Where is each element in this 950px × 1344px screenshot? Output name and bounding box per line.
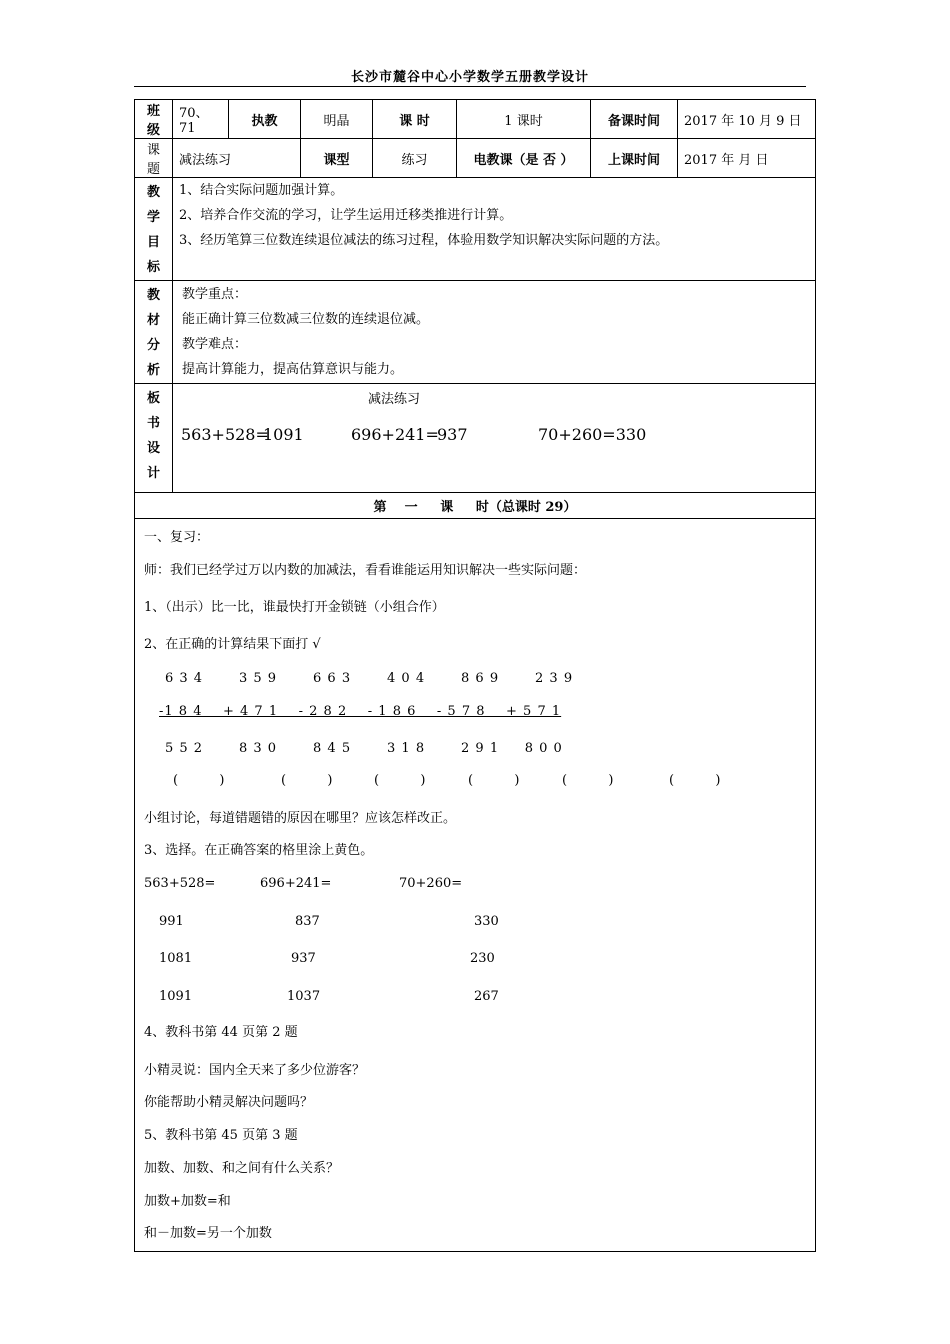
topic-label: 课题 <box>135 139 173 178</box>
board-ans-1: 1091 <box>263 425 304 444</box>
type-value: 练习 <box>373 139 457 178</box>
board-eq-3: 70+260=330 <box>538 425 647 444</box>
analysis-line: 能正确计算三位数减三位数的连续退位减。 <box>182 312 430 327</box>
choice-question-2: 696+241= <box>260 876 332 891</box>
prep-time-label: 备课时间 <box>591 100 678 139</box>
lesson-title: 第 一 课 时（总课时 29） <box>135 493 816 519</box>
choice-option[interactable]: 837 <box>295 914 320 929</box>
topic-value: 减法练习 <box>173 139 301 178</box>
goal-line: 1、结合实际问题加强计算。 <box>179 183 344 198</box>
goals-row <box>135 178 816 281</box>
analysis-line: 教学难点： <box>182 337 248 352</box>
vertical-calc-result-row: 5 5 2 8 3 0 8 4 5 3 1 8 2 9 1 8 0 0 <box>165 741 563 756</box>
body-line: 和－加数=另一个加数 <box>144 1226 272 1241</box>
board-title: 减法练习 <box>368 392 421 407</box>
body-line: 加数、加数、和之间有什么关系？ <box>144 1161 340 1176</box>
goal-line: 2、培养合作交流的学习，让学生运用迁移类推进行计算。 <box>179 208 513 223</box>
answer-blank[interactable]: ( ) <box>374 773 426 788</box>
goals-label: 教 学 目 标 <box>135 178 173 281</box>
analysis-content <box>173 281 816 384</box>
answer-blank[interactable]: ( ) <box>468 773 520 788</box>
body-line: 你能帮助小精灵解决问题吗？ <box>144 1095 314 1110</box>
body-line: 加数+加数=和 <box>144 1194 231 1209</box>
body-line: 5、教科书第 45 页第 3 题 <box>144 1128 298 1143</box>
board-label: 板 书 设 计 <box>135 384 173 493</box>
class-value: 70、71 <box>173 100 229 139</box>
answer-blank[interactable]: ( ) <box>562 773 614 788</box>
class-time-label: 上课时间 <box>591 139 678 178</box>
vertical-calc-operator-row: -1 8 4 + 4 7 1 - 2 8 2 - 1 8 6 - 5 7 8 + 5 7 1 <box>159 704 562 719</box>
info-row-1 <box>135 100 816 139</box>
choice-option[interactable]: 1081 <box>159 951 193 966</box>
choice-option[interactable]: 230 <box>470 951 495 966</box>
choice-option[interactable]: 1037 <box>287 989 321 1004</box>
answer-blank[interactable]: ( ) <box>669 773 721 788</box>
hours-label: 课 时 <box>373 100 457 139</box>
header-rule <box>134 86 806 87</box>
board-row <box>135 384 816 493</box>
board-ans-2: 937 <box>437 425 468 444</box>
page-header-title: 长沙市麓谷中心小学数学五册教学设计 <box>350 70 589 85</box>
body-line: 师：我们已经学过万以内数的加减法，看看谁能运用知识解决一些实际问题： <box>144 563 587 578</box>
body-line: 小组讨论，每道错题错的原因在哪里？应该怎样改正。 <box>144 811 457 826</box>
teacher-value: 明晶 <box>301 100 373 139</box>
lesson-plan-table <box>134 99 816 1252</box>
body-line: 4、教科书第 44 页第 2 题 <box>144 1025 298 1040</box>
board-eq-1: 563+528= <box>181 425 269 444</box>
choice-option[interactable]: 330 <box>474 914 499 929</box>
analysis-row <box>135 281 816 384</box>
type-label: 课型 <box>301 139 373 178</box>
lesson-body <box>135 519 816 1252</box>
answer-blank[interactable]: ( ) <box>173 773 225 788</box>
choice-option[interactable]: 991 <box>159 914 184 929</box>
hours-value: 1 课时 <box>457 100 591 139</box>
prep-time-value: 2017 年 10 月 9 日 <box>678 100 816 139</box>
body-line: 1、（出示）比一比，谁最快打开金锁链（小组合作） <box>144 600 445 615</box>
vertical-calc-top-row: 6 3 4 3 5 9 6 6 3 4 0 4 8 6 9 2 3 9 <box>165 671 574 686</box>
body-line: 小精灵说：国内全天来了多少位游客？ <box>144 1063 366 1078</box>
goal-line: 3、经历笔算三位数连续退位减法的练习过程，体验用数学知识解决实际问题的方法。 <box>179 233 669 248</box>
body-line: 2、在正确的计算结果下面打 √ <box>144 637 321 652</box>
lesson-body-row <box>135 519 816 1252</box>
analysis-line: 提高计算能力，提高估算意识与能力。 <box>182 362 404 377</box>
choice-question-3: 70+260= <box>399 876 463 891</box>
board-content <box>173 384 816 493</box>
analysis-label: 教 材 分 析 <box>135 281 173 384</box>
goals-content <box>173 178 816 281</box>
analysis-line: 教学重点： <box>182 287 248 302</box>
class-label: 班级 <box>135 100 173 139</box>
lesson-title-row <box>135 493 816 519</box>
body-line: 3、选择。在正确答案的格里涂上黄色。 <box>144 843 374 858</box>
choice-option[interactable]: 1091 <box>159 989 193 1004</box>
answer-blank[interactable]: ( ) <box>281 773 333 788</box>
class-time-value: 2017 年 月 日 <box>678 139 816 178</box>
board-eq-2: 696+241= <box>351 425 439 444</box>
teacher-label: 执教 <box>229 100 301 139</box>
choice-option[interactable]: 267 <box>474 989 499 1004</box>
choice-question-1: 563+528= <box>144 876 216 891</box>
choice-option[interactable]: 937 <box>291 951 316 966</box>
av-lesson-label: 电教课（是 否 ） <box>457 139 591 178</box>
info-row-2 <box>135 139 816 178</box>
body-line: 一、复习： <box>144 530 210 545</box>
